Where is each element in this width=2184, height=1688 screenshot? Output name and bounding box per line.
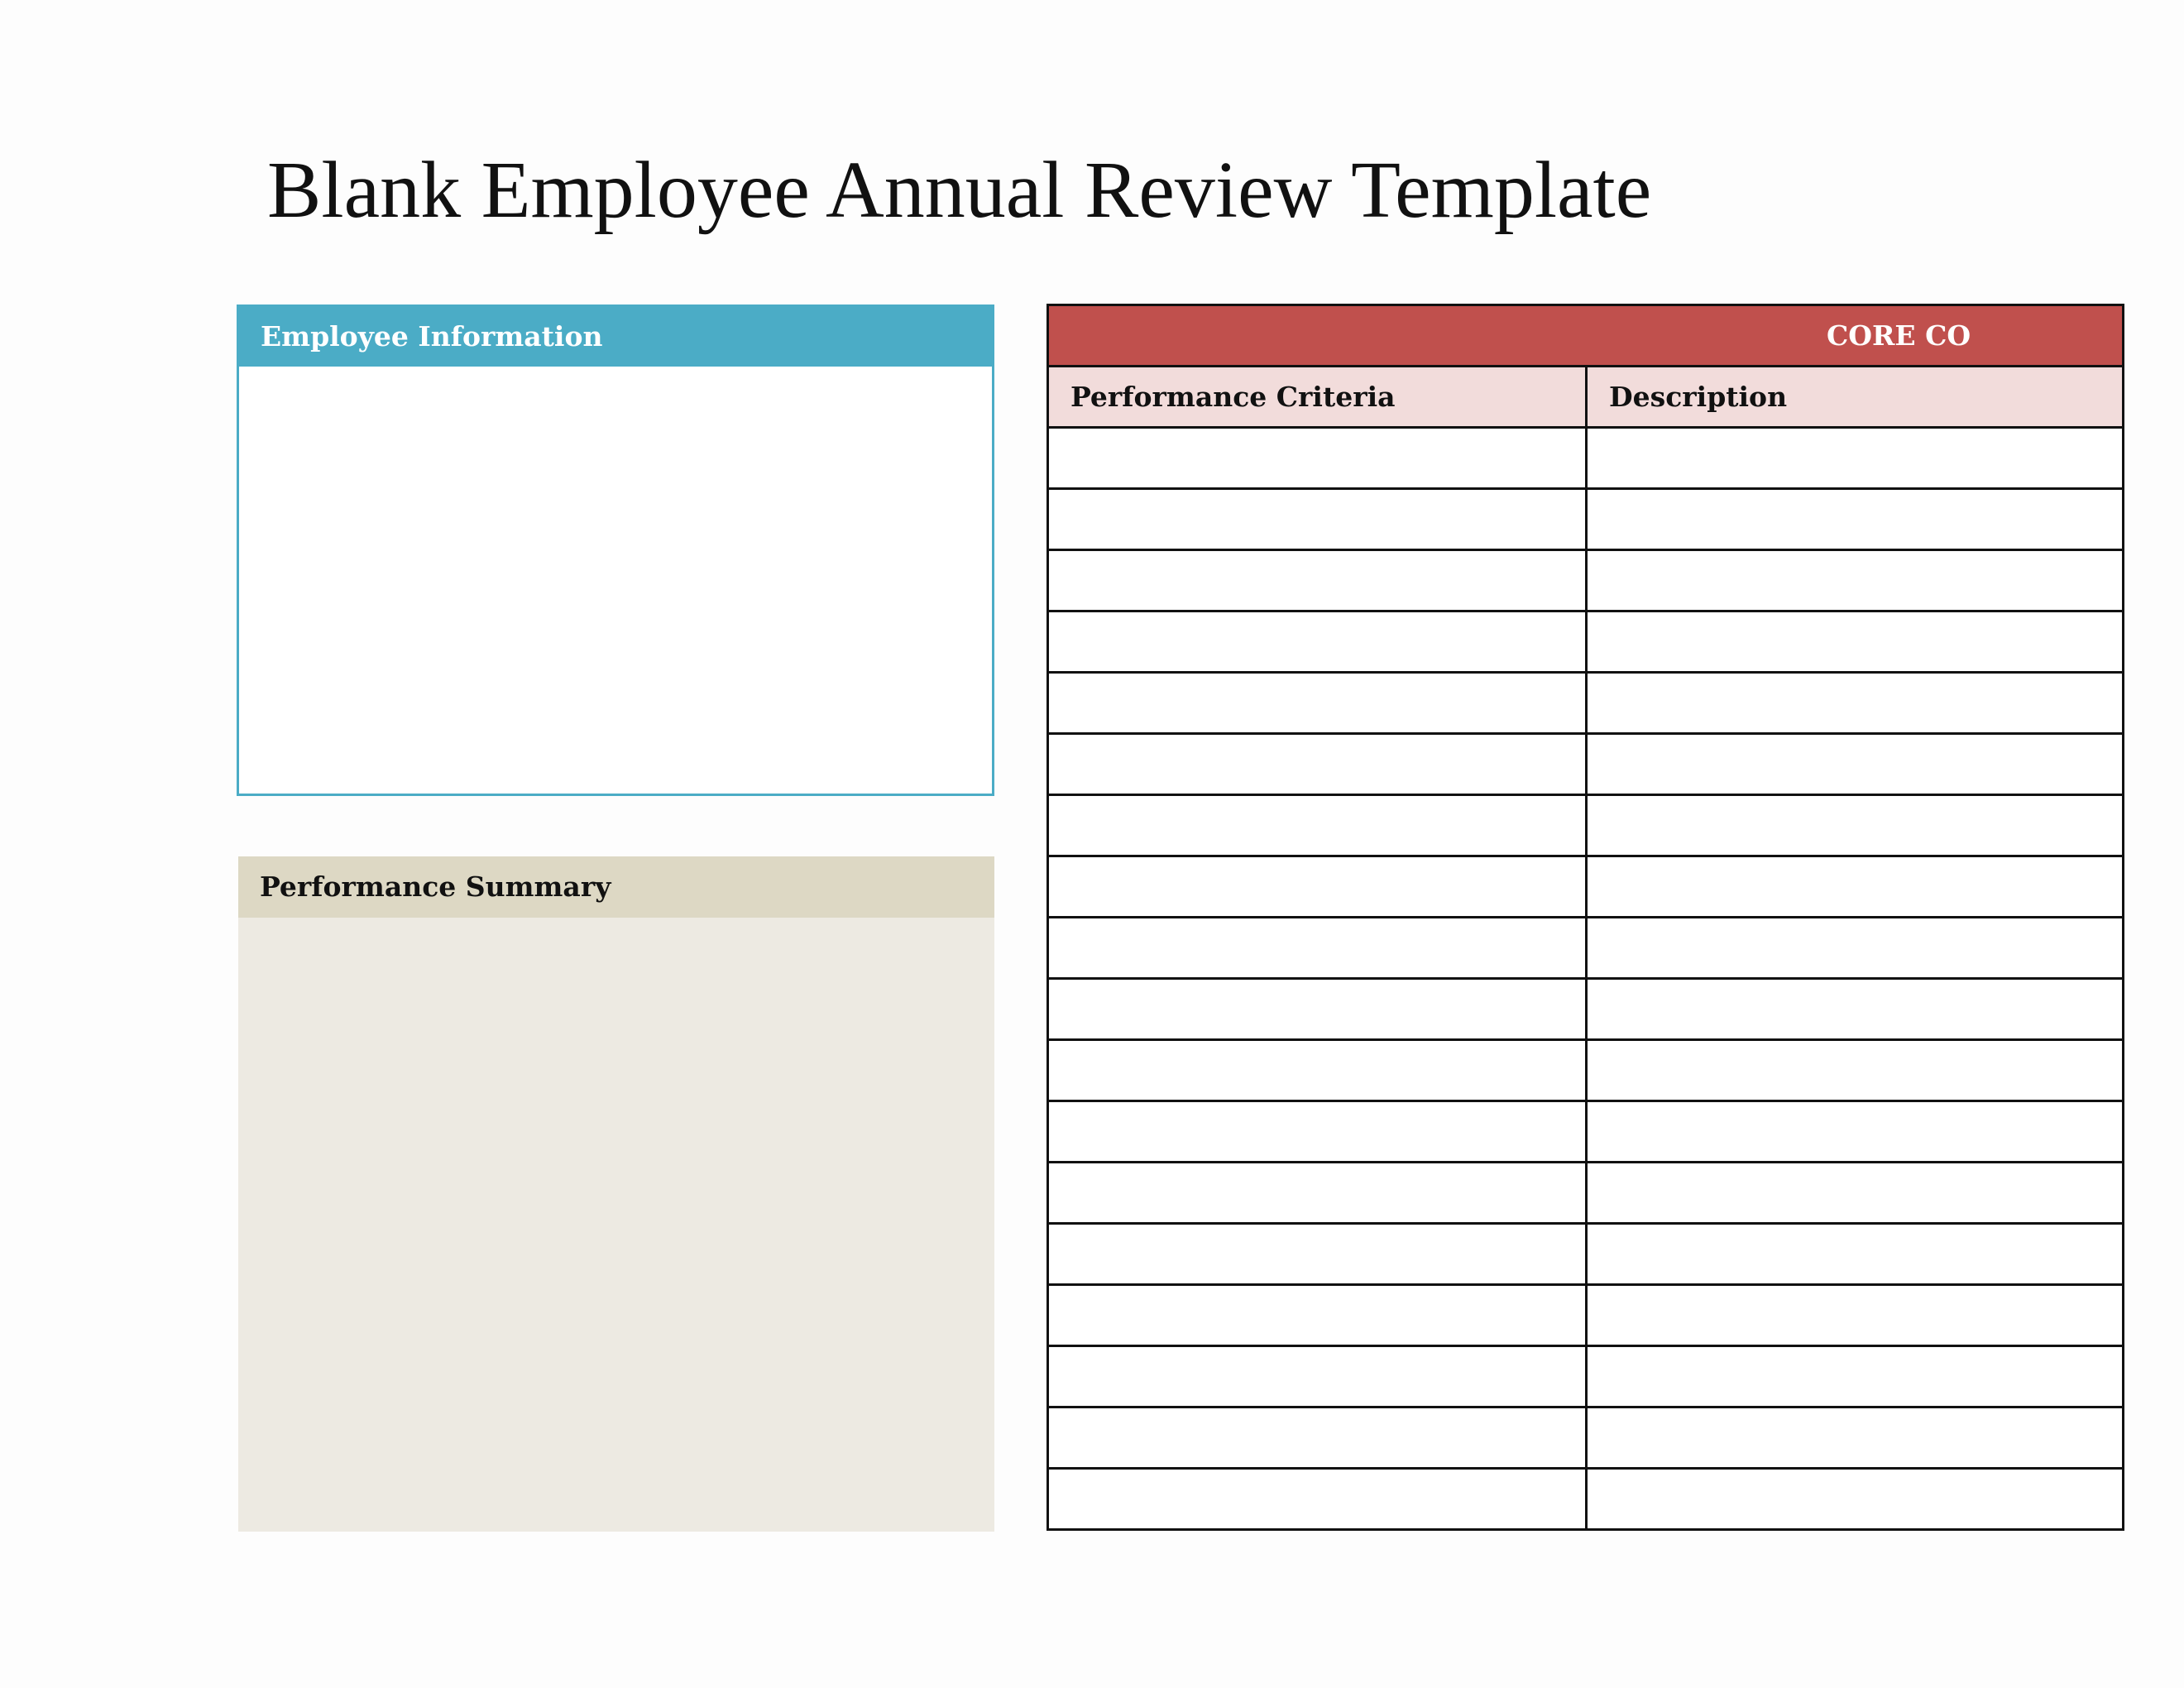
table-row <box>1048 1163 2124 1224</box>
description-cell[interactable] <box>1587 1040 2124 1101</box>
performance-criteria-cell[interactable] <box>1048 856 1587 918</box>
table-row <box>1048 1285 2124 1346</box>
description-cell[interactable] <box>1587 979 2124 1040</box>
performance-summary-body[interactable] <box>238 918 994 1532</box>
description-cell[interactable] <box>1587 1101 2124 1163</box>
table-row <box>1048 734 2124 795</box>
table-row <box>1048 1346 2124 1407</box>
description-cell[interactable] <box>1587 673 2124 734</box>
description-cell[interactable] <box>1587 734 2124 795</box>
table-row <box>1048 550 2124 611</box>
table-row <box>1048 1101 2124 1163</box>
performance-criteria-cell[interactable] <box>1048 611 1587 673</box>
description-cell[interactable] <box>1587 1469 2124 1530</box>
table-banner: CORE CO <box>1048 305 2124 367</box>
performance-criteria-cell[interactable] <box>1048 1224 1587 1285</box>
performance-criteria-cell[interactable] <box>1048 1285 1587 1346</box>
description-cell[interactable] <box>1587 856 2124 918</box>
table-row <box>1048 1407 2124 1469</box>
table-row <box>1048 673 2124 734</box>
performance-criteria-cell[interactable] <box>1048 1407 1587 1469</box>
performance-criteria-cell[interactable] <box>1048 673 1587 734</box>
column-header-description: Description <box>1587 367 2124 428</box>
performance-criteria-cell[interactable] <box>1048 550 1587 611</box>
performance-criteria-cell[interactable] <box>1048 1346 1587 1407</box>
performance-criteria-cell[interactable] <box>1048 489 1587 550</box>
employee-information-body[interactable] <box>239 367 992 794</box>
description-cell[interactable] <box>1587 1224 2124 1285</box>
page-title: Blank Employee Annual Review Template <box>267 146 1652 235</box>
performance-criteria-cell[interactable] <box>1048 1163 1587 1224</box>
performance-summary-panel <box>238 856 994 1532</box>
table-row <box>1048 979 2124 1040</box>
description-cell[interactable] <box>1587 1407 2124 1469</box>
employee-information-header: Employee Information <box>239 307 992 367</box>
description-cell[interactable] <box>1587 795 2124 856</box>
description-cell[interactable] <box>1587 428 2124 489</box>
description-cell[interactable] <box>1587 1163 2124 1224</box>
performance-criteria-cell[interactable] <box>1048 428 1587 489</box>
table-row <box>1048 1469 2124 1530</box>
performance-criteria-cell[interactable] <box>1048 1040 1587 1101</box>
performance-criteria-cell[interactable] <box>1048 918 1587 979</box>
performance-criteria-cell[interactable] <box>1048 795 1587 856</box>
table-row <box>1048 856 2124 918</box>
description-cell[interactable] <box>1587 611 2124 673</box>
performance-summary-header: Performance Summary <box>238 856 994 918</box>
core-competencies-table-container <box>1046 304 1971 1533</box>
table-row <box>1048 611 2124 673</box>
table-banner-row <box>1048 305 2124 367</box>
core-competencies-table <box>1046 304 2124 1531</box>
performance-criteria-cell[interactable] <box>1048 1101 1587 1163</box>
performance-criteria-cell[interactable] <box>1048 979 1587 1040</box>
table-row <box>1048 1224 2124 1285</box>
table-row <box>1048 489 2124 550</box>
description-cell[interactable] <box>1587 918 2124 979</box>
table-row <box>1048 918 2124 979</box>
table-body <box>1048 428 2124 1530</box>
performance-criteria-cell[interactable] <box>1048 734 1587 795</box>
description-cell[interactable] <box>1587 550 2124 611</box>
description-cell[interactable] <box>1587 489 2124 550</box>
description-cell[interactable] <box>1587 1346 2124 1407</box>
table-row <box>1048 428 2124 489</box>
table-header-row <box>1048 367 2124 428</box>
employee-information-panel <box>237 305 994 796</box>
table-row <box>1048 1040 2124 1101</box>
column-header-performance-criteria: Performance Criteria <box>1048 367 1587 428</box>
table-row <box>1048 795 2124 856</box>
performance-criteria-cell[interactable] <box>1048 1469 1587 1530</box>
description-cell[interactable] <box>1587 1285 2124 1346</box>
